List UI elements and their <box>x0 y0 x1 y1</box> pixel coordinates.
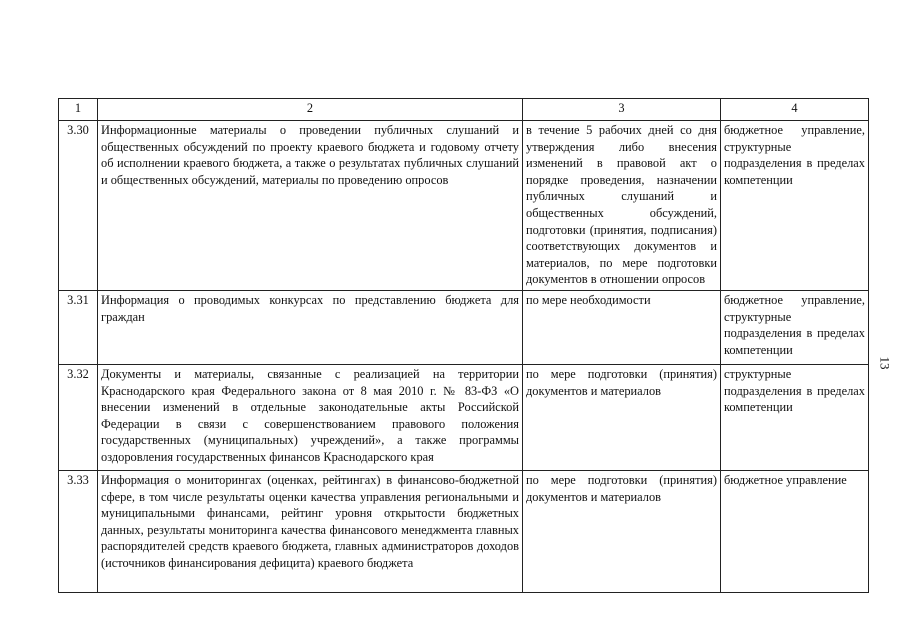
row-number: 3.30 <box>59 121 98 291</box>
row-responsible: бюджетное управление <box>721 470 869 592</box>
row-description: Информация о мониторингах (оценках, рейтингах) в финансово-бюджетной сфере, в том числе результаты оценки качества управления региональными и муниципальными финансами, рейтинг уровня открытости бюджетных данных, результаты мониторинга качества финансового менеджмента главных распорядителей средств краевого бюджета, главных администраторов доходов (источников финансирования дефицита) краевого бюджета <box>98 470 523 592</box>
row-deadline: по мере подготовки (принятия) документов и материалов <box>523 364 721 470</box>
row-deadline: по мере необходимости <box>523 290 721 364</box>
table-row <box>59 364 869 470</box>
table-row <box>59 470 869 592</box>
column-header-1: 1 <box>59 99 98 121</box>
table-header-row <box>59 99 869 121</box>
row-deadline: в течение 5 рабочих дней со дня утверждения либо внесения изменений в правовой акт о порядке проведения, назначении публичных слушаний и общественных обсуждений, подготовки (принятия, подписания) соответствующих документов и материалов, по мере подготовки документов в отношении опросов <box>523 121 721 291</box>
row-description: Документы и материалы, связанные с реализацией на территории Краснодарского края Федерального закона от 8 мая 2010 г. № 83-ФЗ «О внесении изменений в отдельные законодательные акты Российской Федерации в связи с совершенствованием правового положения государственных (муниципальных) учреждений», а также программы оздоровления государственных финансов Краснодарского края <box>98 364 523 470</box>
row-number: 3.31 <box>59 290 98 364</box>
column-header-4: 4 <box>721 99 869 121</box>
document-table <box>58 98 869 593</box>
column-header-2: 2 <box>98 99 523 121</box>
column-header-3: 3 <box>523 99 721 121</box>
page-number: 13 <box>877 356 893 370</box>
row-number: 3.32 <box>59 364 98 470</box>
table-row <box>59 290 869 364</box>
row-description: Информация о проводимых конкурсах по представлению бюджета для граждан <box>98 290 523 364</box>
row-responsible: бюджетное управление, структурные подразделения в пределах компетенции <box>721 290 869 364</box>
row-description: Информационные материалы о проведении публичных слушаний и общественных обсуждений по проекту краевого бюджета и годовому отчету об исполнении краевого бюджета, а также о результатах публичных слушаний и общественных обсуждений, материалы по проведению опросов <box>98 121 523 291</box>
row-number: 3.33 <box>59 470 98 592</box>
row-responsible: бюджетное управление, структурные подразделения в пределах компетенции <box>721 121 869 291</box>
table-row <box>59 121 869 291</box>
row-deadline: по мере подготовки (принятия) документов и материалов <box>523 470 721 592</box>
row-responsible: структурные подразделения в пределах компетенции <box>721 364 869 470</box>
